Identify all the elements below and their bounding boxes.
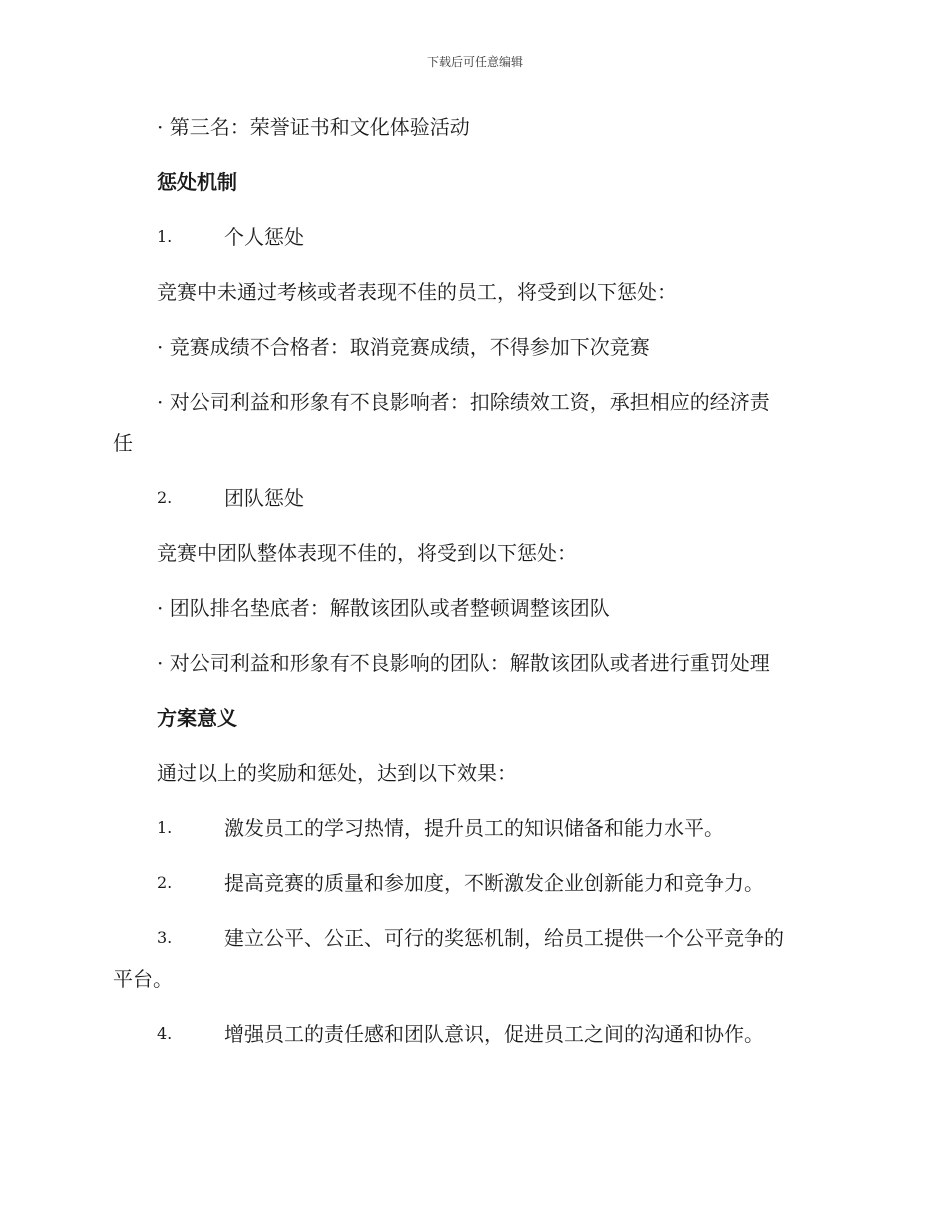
effect-4-text: 增强员工的责任感和团队意识，促进员工之间的沟通和协作。 (224, 1022, 764, 1046)
effect-1-number: 1. (157, 818, 173, 837)
effect-2-number: 2. (157, 873, 173, 892)
individual-title: 个人惩处 (224, 225, 304, 249)
effect-2-text: 提高竞赛的质量和参加度，不断激发企业创新能力和竞争力。 (224, 871, 764, 895)
meaning-heading: 方案意义 (157, 706, 237, 730)
individual-item-1: · 竞赛成绩不合格者：取消竞赛成绩，不得参加下次竞赛 (157, 335, 650, 359)
team-title: 团队惩处 (224, 486, 304, 510)
effect-3-text: 建立公平、公正、可行的奖惩机制，给员工提供一个公平竞争的 (224, 926, 784, 950)
individual-item-2: · 对公司利益和形象有不良影响者：扣除绩效工资，承担相应的经济责 (157, 390, 770, 414)
effect-1-text: 激发员工的学习热情，提升员工的知识储备和能力水平。 (224, 816, 724, 840)
penalty-heading: 惩处机制 (157, 170, 237, 194)
team-item-2: · 对公司利益和形象有不良影响的团队：解散该团队或者进行重罚处理 (157, 651, 770, 675)
individual-item-2-continued: 任 (113, 431, 133, 455)
effect-4-number: 4. (157, 1024, 173, 1043)
team-item-1: · 团队排名垫底者：解散该团队或者整顿调整该团队 (157, 596, 610, 620)
individual-number: 1. (157, 227, 173, 246)
third-place-item: · 第三名：荣誉证书和文化体验活动 (157, 115, 470, 139)
meaning-intro: 通过以上的奖励和惩处，达到以下效果： (157, 761, 517, 785)
individual-intro: 竞赛中未通过考核或者表现不佳的员工，将受到以下惩处： (157, 280, 677, 304)
team-intro: 竞赛中团队整体表现不佳的，将受到以下惩处： (157, 541, 577, 565)
effect-3-continued: 平台。 (113, 967, 173, 991)
effect-3-number: 3. (157, 928, 173, 947)
team-number: 2. (157, 488, 173, 507)
page-header: 下载后可任意编辑 (426, 55, 523, 69)
